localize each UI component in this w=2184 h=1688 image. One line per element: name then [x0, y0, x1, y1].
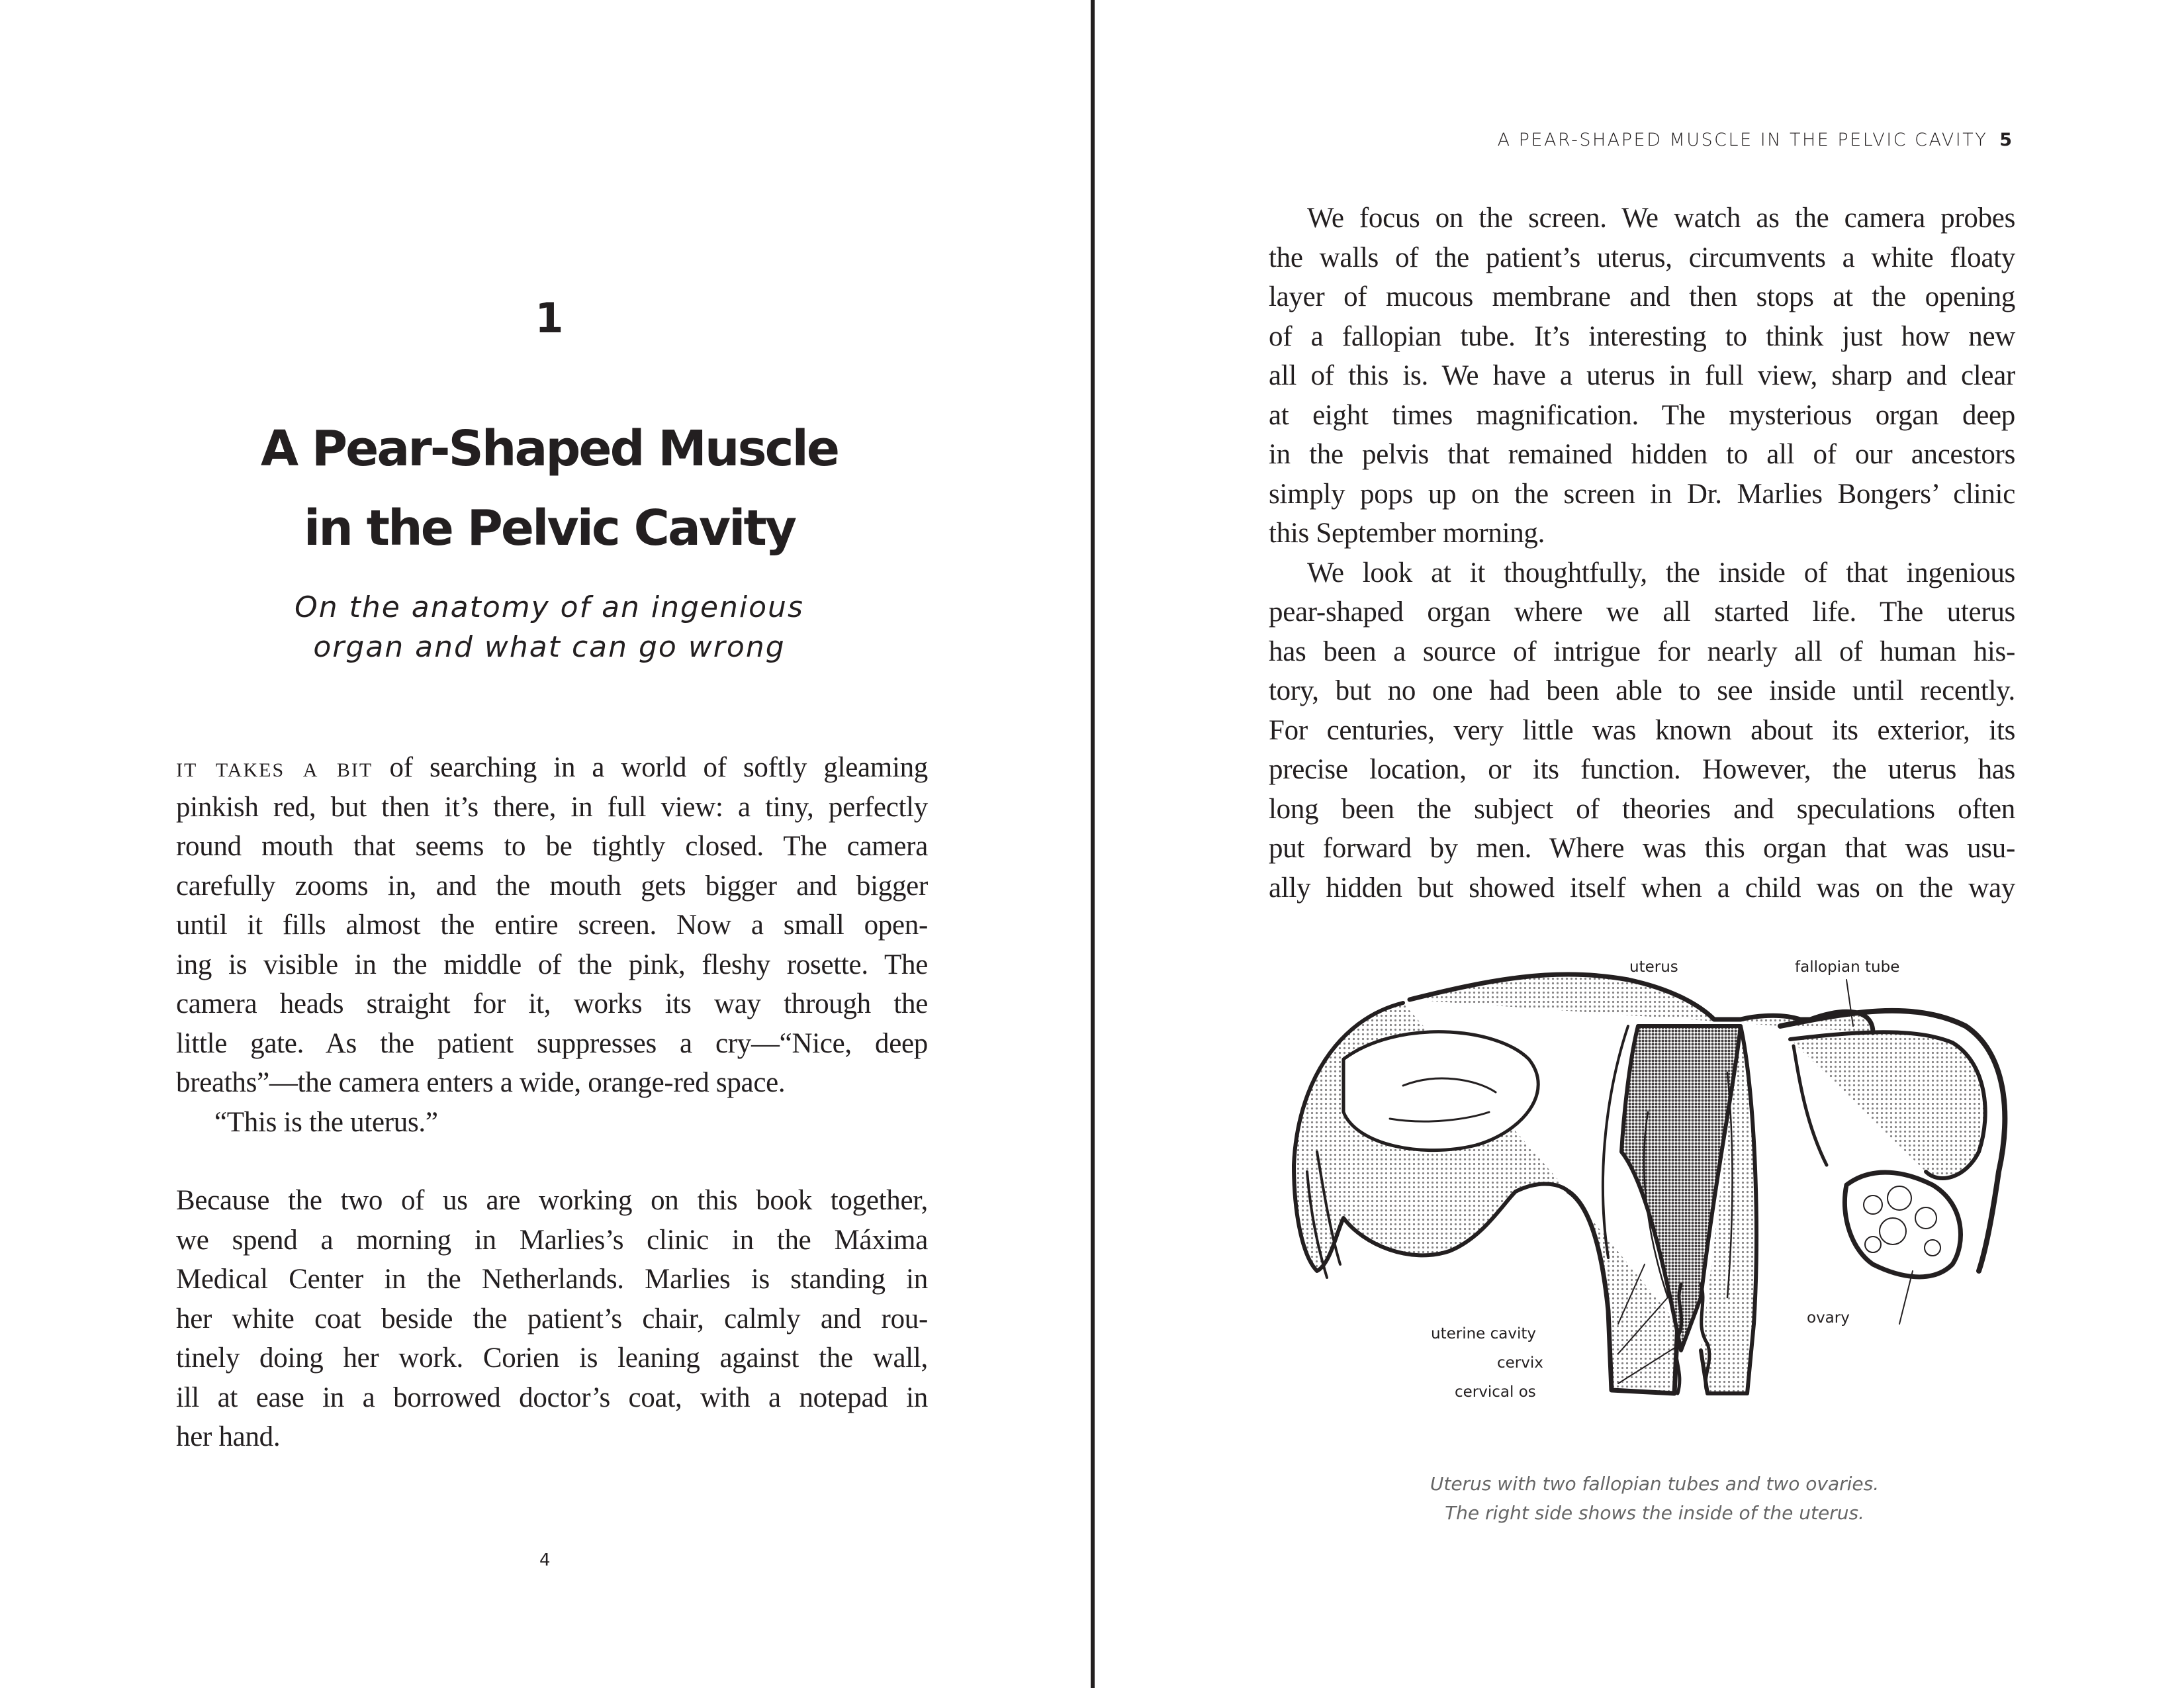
uterus-anatomy-drawing [1277, 953, 2032, 1430]
body-line: carefully zooms in, and the mouth gets bigger and bigger [176, 870, 928, 902]
chapter-number: 1 [535, 294, 564, 342]
body-line: camera heads straight for it, works its way through the [176, 988, 928, 1019]
running-head [1498, 130, 2012, 150]
figure-caption [1277, 1470, 2032, 1528]
body-line: Because the two of us are working on this book together, [176, 1185, 928, 1216]
caption-line-1: Uterus with two fallopian tubes and two ovaries. [1430, 1473, 1880, 1495]
body-line: precise location, or its function. However, the uterus has [1269, 754, 2015, 785]
section-break [176, 1142, 928, 1181]
body-line: all of this is. We have a uterus in full view, sharp and clear [1269, 360, 2015, 391]
body-line: ally hidden but showed itself when a child was on the way [1269, 872, 2015, 904]
chapter-subtitle-line-1: On the anatomy of an ingenious [295, 590, 804, 624]
body-line: ing is visible in the middle of the pink, fleshy rosette. The [176, 949, 928, 980]
body-line: her white coat beside the patient’s chair, calmly and rou- [176, 1303, 928, 1335]
opening-paragraph [176, 748, 928, 1103]
body-line: layer of mucous membrane and then stops at the opening [1269, 281, 2015, 312]
body-line: simply pops up on the screen in Dr. Marlies Bongers’ clinic [1269, 478, 2015, 510]
label-cervical-os: cervical os [1455, 1383, 1536, 1401]
body-line: it takes a bit of searching in a world of softly gleaming [176, 752, 928, 783]
body-line: her hand. [176, 1421, 281, 1452]
paragraph [1269, 553, 2015, 908]
running-head-title: A PEAR-SHAPED MUSCLE IN THE PELVIC CAVITY [1497, 130, 1988, 150]
body-line: we spend a morning in Marlies’s clinic in the Máxima [176, 1224, 928, 1256]
label-cervix: cervix [1497, 1354, 1543, 1372]
body-line: until it fills almost the entire screen. Now a small open- [176, 910, 928, 941]
body-line: tinely doing her work. Corien is leaning against the wall, [176, 1342, 928, 1374]
chapter-subtitle [0, 588, 1099, 667]
left-page [0, 0, 1091, 1688]
chapter-title [0, 409, 1099, 568]
body-line: at eight times magnification. The mysterious organ deep [1269, 399, 2015, 431]
body-line: in the pelvis that remained hidden to all of our ancestors [1269, 439, 2015, 470]
body-line: put forward by men. Where was this organ that was usu- [1269, 833, 2015, 864]
chapter-title-line-1: A Pear-Shaped Muscle [260, 420, 839, 477]
page-number-left: 4 [539, 1550, 551, 1570]
body-line: of a fallopian tube. It’s interesting to think just how new [1269, 320, 2015, 352]
label-fallopian-tube: fallopian tube [1795, 959, 1900, 976]
body-line: Medical Center in the Netherlands. Marlies is standing in [176, 1264, 928, 1295]
left-body-text [176, 748, 928, 1457]
right-body-text [1269, 199, 2015, 908]
second-paragraph [176, 1181, 928, 1457]
body-line: long been the subject of theories and speculations often [1269, 793, 2015, 825]
body-line: this September morning. [1269, 518, 1545, 549]
chapter-title-line-2: in the Pelvic Cavity [303, 500, 796, 557]
label-uterine-cavity: uterine cavity [1431, 1325, 1537, 1342]
label-uterus: uterus [1629, 959, 1678, 976]
body-line: round mouth that seems to be tightly closed. The camera [176, 831, 928, 862]
body-line: has been a source of intrigue for nearly all of human his- [1269, 635, 2015, 667]
page-number-right: 5 [1999, 130, 2012, 150]
body-line: the walls of the patient’s uterus, circumvents a white floaty [1269, 242, 2015, 273]
uterus-illustration [1277, 953, 2032, 1430]
body-line: pinkish red, but then it’s there, in full view: a tiny, perfectly [176, 791, 928, 823]
body-line: We focus on the screen. We watch as the camera probes [1307, 203, 2015, 234]
lead-in-smallcaps: it takes a bit [176, 752, 373, 783]
body-line: ill at ease in a borrowed doctor’s coat, with a notepad in [176, 1382, 928, 1413]
caption-line-2: The right side shows the inside of the uterus. [1445, 1502, 1864, 1524]
label-ovary: ovary [1807, 1309, 1850, 1327]
quote-paragraph: “This is the uterus.” [214, 1106, 438, 1138]
body-line: pear-shaped organ where we all started life. The uterus [1269, 596, 2015, 628]
paragraph [1269, 199, 2015, 553]
chapter-subtitle-line-2: organ and what can go wrong [313, 630, 786, 664]
body-line: tory, but no one had been able to see inside until recently. [1269, 675, 2015, 706]
body-line: For centuries, very little was known about its exterior, its [1269, 714, 2015, 746]
body-line: breaths”—the camera enters a wide, orange-red space. [176, 1067, 786, 1098]
body-line: We look at it thoughtfully, the inside of that ingenious [1307, 557, 2015, 588]
body-line: little gate. As the patient suppresses a cry—“Nice, deep [176, 1027, 928, 1059]
